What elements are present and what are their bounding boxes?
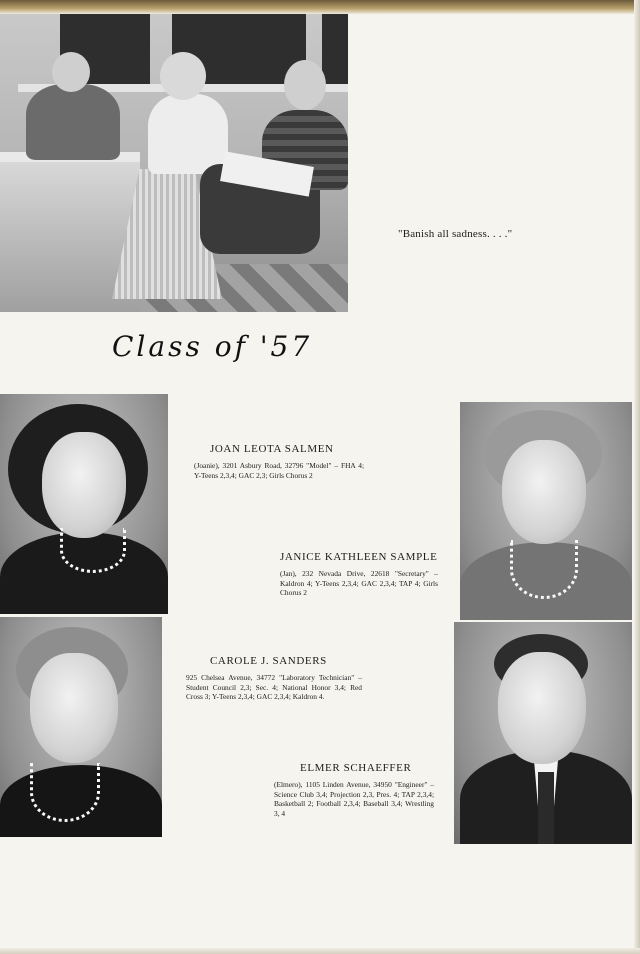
portrait-janice-sample <box>460 402 632 620</box>
student-name: JOAN LEOTA SALMEN <box>210 443 334 455</box>
page-edge-bottom <box>0 948 640 954</box>
portrait-carole-sanders <box>0 617 162 837</box>
class-title: Class of '57 <box>112 330 313 363</box>
student-details: (Jan), 232 Nevada Drive, 22618 "Secretary" – Kaldron 4; Y-Teens 2,3,4; GAC 2,3,4; TAP 4; Girls Chorus 2 <box>280 569 438 598</box>
student-entry <box>274 762 434 818</box>
student-details: 925 Chelsea Avenue, 34772 "Laboratory Technician" – Student Council 2,3; Sec. 4; National Honor 3,4; Red Cross 3; Y-Teens 2,3,4; GAC 2,3,4; Kaldron 4. <box>186 673 362 702</box>
group-photo <box>0 14 348 312</box>
student-details: (Joanie), 3201 Asbury Road, 32796 "Model" – FHA 4; Y-Teens 2,3,4; GAC 2,3; Girls Chorus 2 <box>194 461 364 480</box>
student-entry <box>194 443 364 480</box>
page-edge-top <box>0 0 640 14</box>
student-details: (Elmero), 1105 Linden Avenue, 34950 "Engineer" – Science Club 3,4; Projection 2,3, Pres. 4; TAP 2,3,4; Basketball 2; Football 2,3,4; Baseball 3,4; Wrestling 3, 4 <box>274 780 434 818</box>
student-entry <box>186 655 362 702</box>
student-name: JANICE KATHLEEN SAMPLE <box>280 551 438 563</box>
portrait-joan-salmen <box>0 394 168 614</box>
portrait-elmer-schaeffer <box>454 622 632 844</box>
page-edge-right <box>634 0 640 954</box>
quote-caption: "Banish all sadness. . . ." <box>398 228 513 240</box>
student-entry <box>280 551 438 598</box>
student-name: CAROLE J. SANDERS <box>210 655 327 667</box>
student-name: ELMER SCHAEFFER <box>300 762 412 774</box>
